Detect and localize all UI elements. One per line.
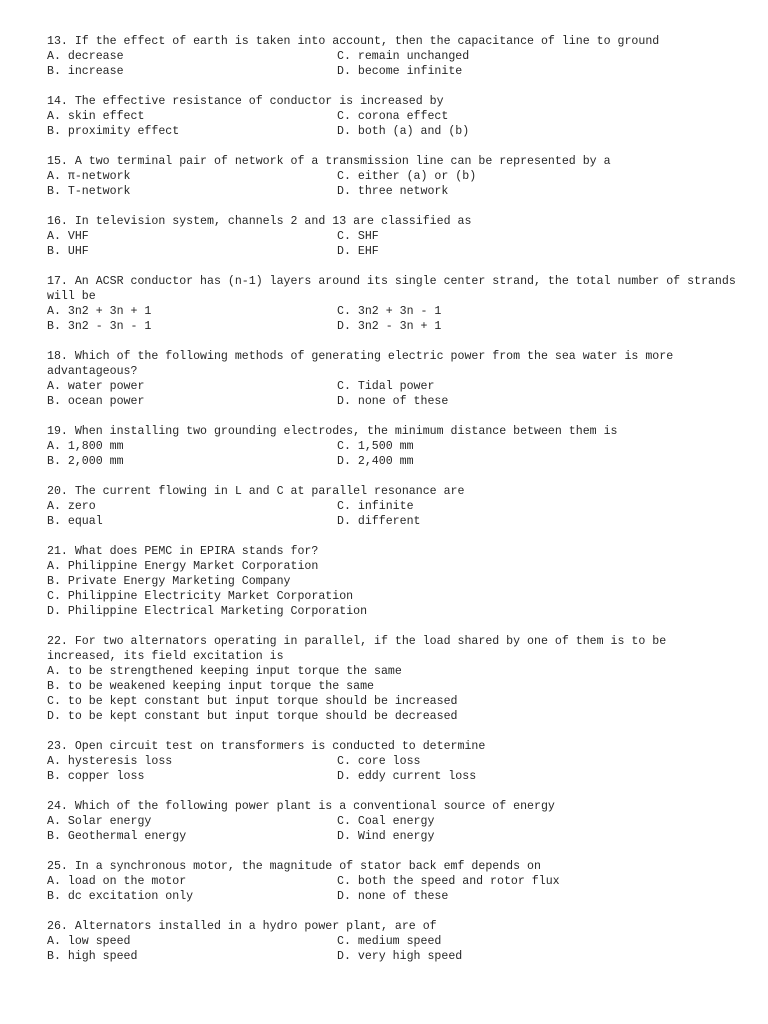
answer-choices [47, 229, 737, 259]
answer-choices [47, 169, 737, 199]
question-text: 19. When installing two grounding electrodes, the minimum distance between them is [47, 425, 618, 438]
answer-choices [47, 664, 737, 724]
answer-choice: D. 2,400 mm [337, 455, 414, 468]
answer-choice: D. 3n2 - 3n + 1 [337, 320, 442, 333]
question-block [47, 154, 737, 199]
answer-choices [47, 304, 737, 334]
question-text: 21. What does PEMC in EPIRA stands for? [47, 545, 319, 558]
answer-choice: D. EHF [337, 245, 379, 258]
answer-choices [47, 439, 737, 469]
question-block [47, 349, 737, 409]
question-block [47, 484, 737, 529]
answer-choice: A. skin effect [47, 110, 145, 123]
answer-choice: A. hysteresis loss [47, 755, 173, 768]
answer-choices [47, 49, 737, 79]
answer-choice: A. π-network [47, 170, 131, 183]
question-text: 24. Which of the following power plant is a conventional source of energy [47, 800, 555, 813]
answer-choice: D. very high speed [337, 950, 463, 963]
answer-choice: A. low speed [47, 935, 131, 948]
answer-choices [47, 109, 737, 139]
answer-choice: C. Coal energy [337, 815, 435, 828]
answer-choices [47, 814, 737, 844]
answer-choice: C. remain unchanged [337, 50, 470, 63]
question-text: 17. An ACSR conductor has (n-1) layers around its single center strand, the total number of strands will be [47, 275, 743, 303]
answer-choice: B. proximity effect [47, 125, 180, 138]
question-text: 26. Alternators installed in a hydro power plant, are of [47, 920, 437, 933]
answer-choices [47, 499, 737, 529]
answer-choice: B. equal [47, 515, 103, 528]
answer-choice: B. 3n2 - 3n - 1 [47, 320, 152, 333]
answer-choice: B. increase [47, 65, 124, 78]
question-block [47, 214, 737, 259]
document-page [47, 34, 743, 979]
answer-choice: D. eddy current loss [337, 770, 477, 783]
question-block [47, 919, 737, 964]
answer-choice: D. different [337, 515, 421, 528]
answer-choices [47, 934, 737, 964]
answer-choices [47, 874, 737, 904]
answer-choice: A. decrease [47, 50, 124, 63]
answer-choices [47, 379, 737, 409]
question-text: 13. If the effect of earth is taken into account, then the capacitance of line to ground [47, 35, 660, 48]
answer-choice: C. 3n2 + 3n - 1 [337, 305, 442, 318]
question-text: 18. Which of the following methods of generating electric power from the sea water is more advantageous? [47, 350, 681, 378]
question-block [47, 274, 743, 334]
answer-choice: C. corona effect [337, 110, 449, 123]
answer-choice: B. ocean power [47, 395, 145, 408]
answer-choice: B. Geothermal energy [47, 830, 187, 843]
answer-choice: A. to be strengthened keeping input torque the same [47, 665, 402, 678]
question-text: 15. A two terminal pair of network of a transmission line can be represented by a [47, 155, 611, 168]
answer-choice: B. Private Energy Marketing Company [47, 575, 291, 588]
answer-choice: D. none of these [337, 395, 449, 408]
answer-choice: C. to be kept constant but input torque should be increased [47, 695, 458, 708]
answer-choice: A. load on the motor [47, 875, 187, 888]
answer-choice: A. water power [47, 380, 145, 393]
answer-choice: C. medium speed [337, 935, 442, 948]
answer-choice: B. UHF [47, 245, 89, 258]
answer-choice: D. both (a) and (b) [337, 125, 470, 138]
answer-choice: C. core loss [337, 755, 421, 768]
answer-choice: A. Solar energy [47, 815, 152, 828]
question-block [47, 859, 737, 904]
answer-choice: C. 1,500 mm [337, 440, 414, 453]
answer-choice: C. Philippine Electricity Market Corporation [47, 590, 354, 603]
answer-choice: D. Philippine Electrical Marketing Corporation [47, 605, 368, 618]
question-block [47, 34, 737, 79]
answer-choice: B. T-network [47, 185, 131, 198]
answer-choices [47, 754, 737, 784]
question-text: 22. For two alternators operating in parallel, if the load shared by one of them is to be increased, its field excitation is [47, 635, 674, 663]
question-block [47, 634, 737, 724]
answer-choice: D. none of these [337, 890, 449, 903]
answer-choice: C. both the speed and rotor flux [337, 875, 560, 888]
answer-choice: C. Tidal power [337, 380, 435, 393]
question-block [47, 94, 737, 139]
answer-choice: D. Wind energy [337, 830, 435, 843]
answer-choice: A. 3n2 + 3n + 1 [47, 305, 152, 318]
answer-choice: A. VHF [47, 230, 89, 243]
answer-choice: C. SHF [337, 230, 379, 243]
answer-choice: D. three network [337, 185, 449, 198]
question-text: 25. In a synchronous motor, the magnitude of stator back emf depends on [47, 860, 541, 873]
answer-choice: B. dc excitation only [47, 890, 194, 903]
answer-choices [47, 559, 737, 619]
answer-choice: C. infinite [337, 500, 414, 513]
question-block [47, 739, 737, 784]
answer-choice: B. to be weakened keeping input torque the same [47, 680, 374, 693]
question-text: 23. Open circuit test on transformers is conducted to determine [47, 740, 486, 753]
answer-choice: A. Philippine Energy Market Corporation [47, 560, 319, 573]
answer-choice: C. either (a) or (b) [337, 170, 477, 183]
question-block [47, 424, 737, 469]
question-text: 20. The current flowing in L and C at parallel resonance are [47, 485, 465, 498]
question-block [47, 544, 737, 619]
answer-choice: A. 1,800 mm [47, 440, 124, 453]
answer-choice: D. become infinite [337, 65, 463, 78]
answer-choice: D. to be kept constant but input torque should be decreased [47, 710, 458, 723]
answer-choice: B. 2,000 mm [47, 455, 124, 468]
answer-choice: B. high speed [47, 950, 138, 963]
question-text: 14. The effective resistance of conductor is increased by [47, 95, 444, 108]
question-text: 16. In television system, channels 2 and 13 are classified as [47, 215, 472, 228]
answer-choice: A. zero [47, 500, 96, 513]
answer-choice: B. copper loss [47, 770, 145, 783]
question-block [47, 799, 737, 844]
